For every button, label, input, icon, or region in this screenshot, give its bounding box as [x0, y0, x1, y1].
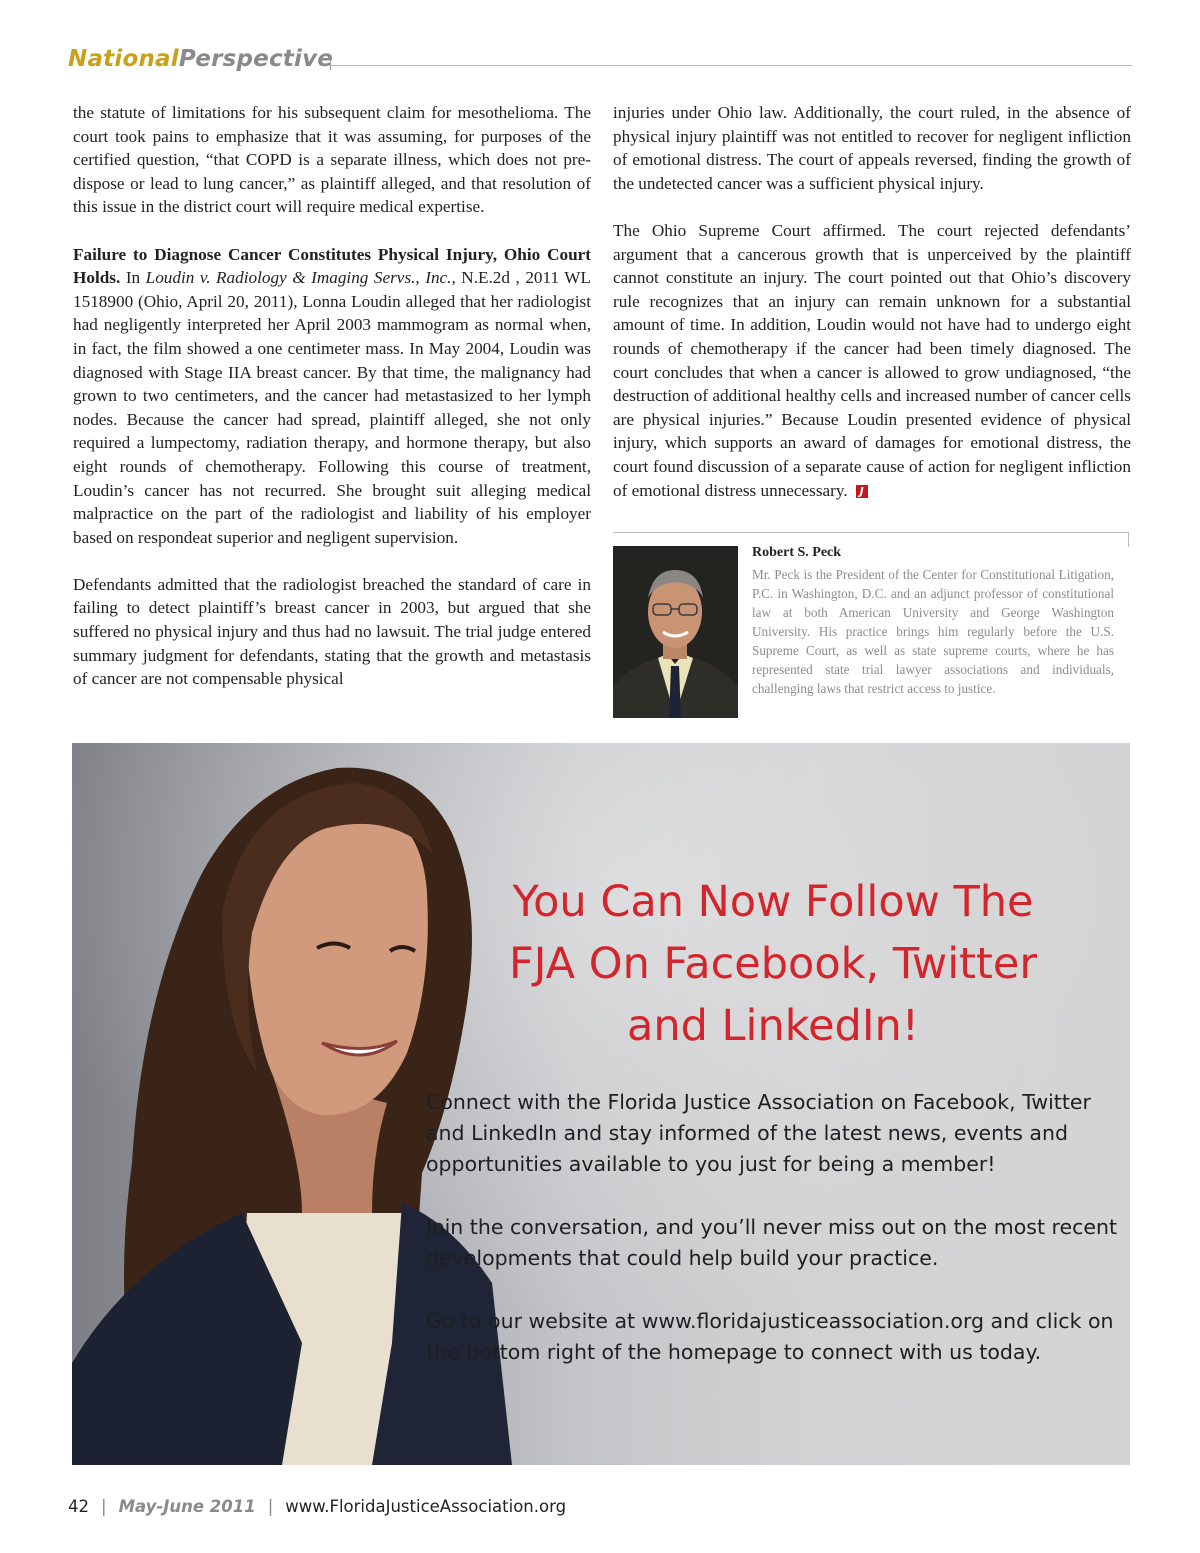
section-title — [68, 46, 333, 72]
author-portrait-icon — [613, 546, 738, 718]
ad-heading-line-1: You Can Now Follow The — [512, 877, 1034, 927]
social-media-ad — [72, 743, 1130, 1465]
page-header — [68, 46, 1132, 76]
header-rule — [330, 65, 1132, 66]
case-intro: In — [120, 268, 146, 288]
case-body: , N.E.2d , 2011 WL 1518900 (Ohio, April 20, 2011), Lonna Loudin alleged that her radiologist had negligently interpreted her April 2003 mammogram as normal when, in fact, the film showed a one centimeter mass. In May 2004, Loudin was diagnosed with Stage IIA breast cancer. By that time, the malignancy had grown to two centimeters, and the cancer had metastasized to her lymph nodes. Because the cancer had spread, plaintiff alleged, she not only required a lumpectomy, radiation therapy, and hormone therapy, but also eight rounds of chemotherapy. Following this course of treatment, Loudin’s cancer has not recurred. She brought suit alleging medical malpractice on the part of the radiologist and liability of his employer based on respondeat superior and negligent supervision. — [73, 268, 591, 547]
right-column — [613, 101, 1131, 502]
bio-divider — [613, 532, 1129, 533]
ad-body — [426, 1087, 1126, 1400]
right-paragraph-2 — [613, 219, 1131, 502]
author-bio: Mr. Peck is the President of the Center for Constitutional Litigation, P.C. in Washington, D.C. and an adjunct professor of constitutional law at both American University and George Washington University. His practice brings him regularly before the U.S. Supreme Court, as well as state supreme courts, where he has represented state trial lawyer associations and individuals, challenging laws that restrict access to justice. — [752, 567, 1114, 696]
ad-heading-line-2: FJA On Facebook, Twitter — [508, 939, 1037, 989]
issue-date: May-June 2011 — [118, 1497, 256, 1516]
left-paragraph-2 — [73, 243, 591, 550]
left-paragraph-3: Defendants admitted that the radiologist breached the standard of care in failing to detect plaintiff’s breast cancer in 2003, but argued that she suffered no physical injury and thus had no lawsuit. The trial judge entered summary judgment for defendants, stating that the growth and metastasis of cancer are not compensable physical — [73, 574, 591, 689]
footer-separator: | — [101, 1497, 107, 1516]
left-column — [73, 101, 591, 691]
article-subheading: Failure to Diagnose Cancer Constitutes Physical Injury, Ohio Court Holds. — [73, 244, 591, 288]
footer-separator: | — [267, 1497, 274, 1516]
left-paragraph-1: the statute of limitations for his subsequent claim for mesothelioma. The court took pains to emphasize that it was assuming, for purposes of the certified question, “that COPD is a separate illness, which does not pre-dispose or lead to lung cancer,” as plaintiff alleged, and that resolution of this issue in the district court will require medical expertise. — [73, 103, 591, 217]
ad-paragraph-2: Join the conversation, and you’ll never miss out on the most recent developments that could help build your practice. — [426, 1215, 1118, 1270]
ad-paragraph-3: Go to our website at www.floridajusticeassociation.org and click on the bottom right of the homepage to connect with us today. — [426, 1309, 1114, 1364]
right-paragraph-1: injuries under Ohio law. Additionally, the court ruled, in the absence of physical injury plaintiff was not entitled to recover for negligent infliction of emotional distress. The court of appeals reversed, finding the growth of the undetected cancer was a sufficient physical injury. — [613, 103, 1131, 193]
ad-paragraph-1: Connect with the Florida Justice Association on Facebook, Twitter and LinkedIn and stay informed of the latest news, events and opportunities available to you just for being a member! — [426, 1090, 1091, 1176]
page-number: 42 — [68, 1497, 89, 1516]
footer-website-link[interactable]: www.FloridaJusticeAssociation.org — [285, 1497, 567, 1516]
author-photo — [613, 546, 738, 718]
case-name: Loudin v. Radiology & Imaging Servs., Inc. — [145, 268, 452, 288]
right-paragraph-2-text: The Ohio Supreme Court affirmed. The court rejected defendants’ argument that a cancerous growth that is unperceived by the plaintiff cannot constitute an injury. The court pointed out that Ohio’s discovery rule recognizes that an injury can remain unknown for a substantial amount of time. In addition, Loudin would not have had to undergo eight rounds of chemotherapy if the cancer had been timely diagnosed. The court concludes that when a cancer is allowed to grow undiagnosed, “the destruction of additional healthy cells and increased number of cancer cells are physical injuries.” Because Loudin presented evidence of physical injury, which supports an award of damages for emotional distress, the court found discussion of a separate cause of action for negligent infliction of emotional distress unnecessary. — [613, 220, 1131, 500]
ad-heading — [468, 871, 1078, 1057]
section-title-national: National — [68, 46, 179, 72]
ad-heading-line-3: and LinkedIn! — [626, 1001, 919, 1051]
end-of-article-icon: J — [856, 485, 868, 498]
author-name: Robert S. Peck — [752, 545, 842, 560]
page-footer — [68, 1497, 566, 1516]
section-title-perspective: Perspective — [178, 46, 334, 72]
